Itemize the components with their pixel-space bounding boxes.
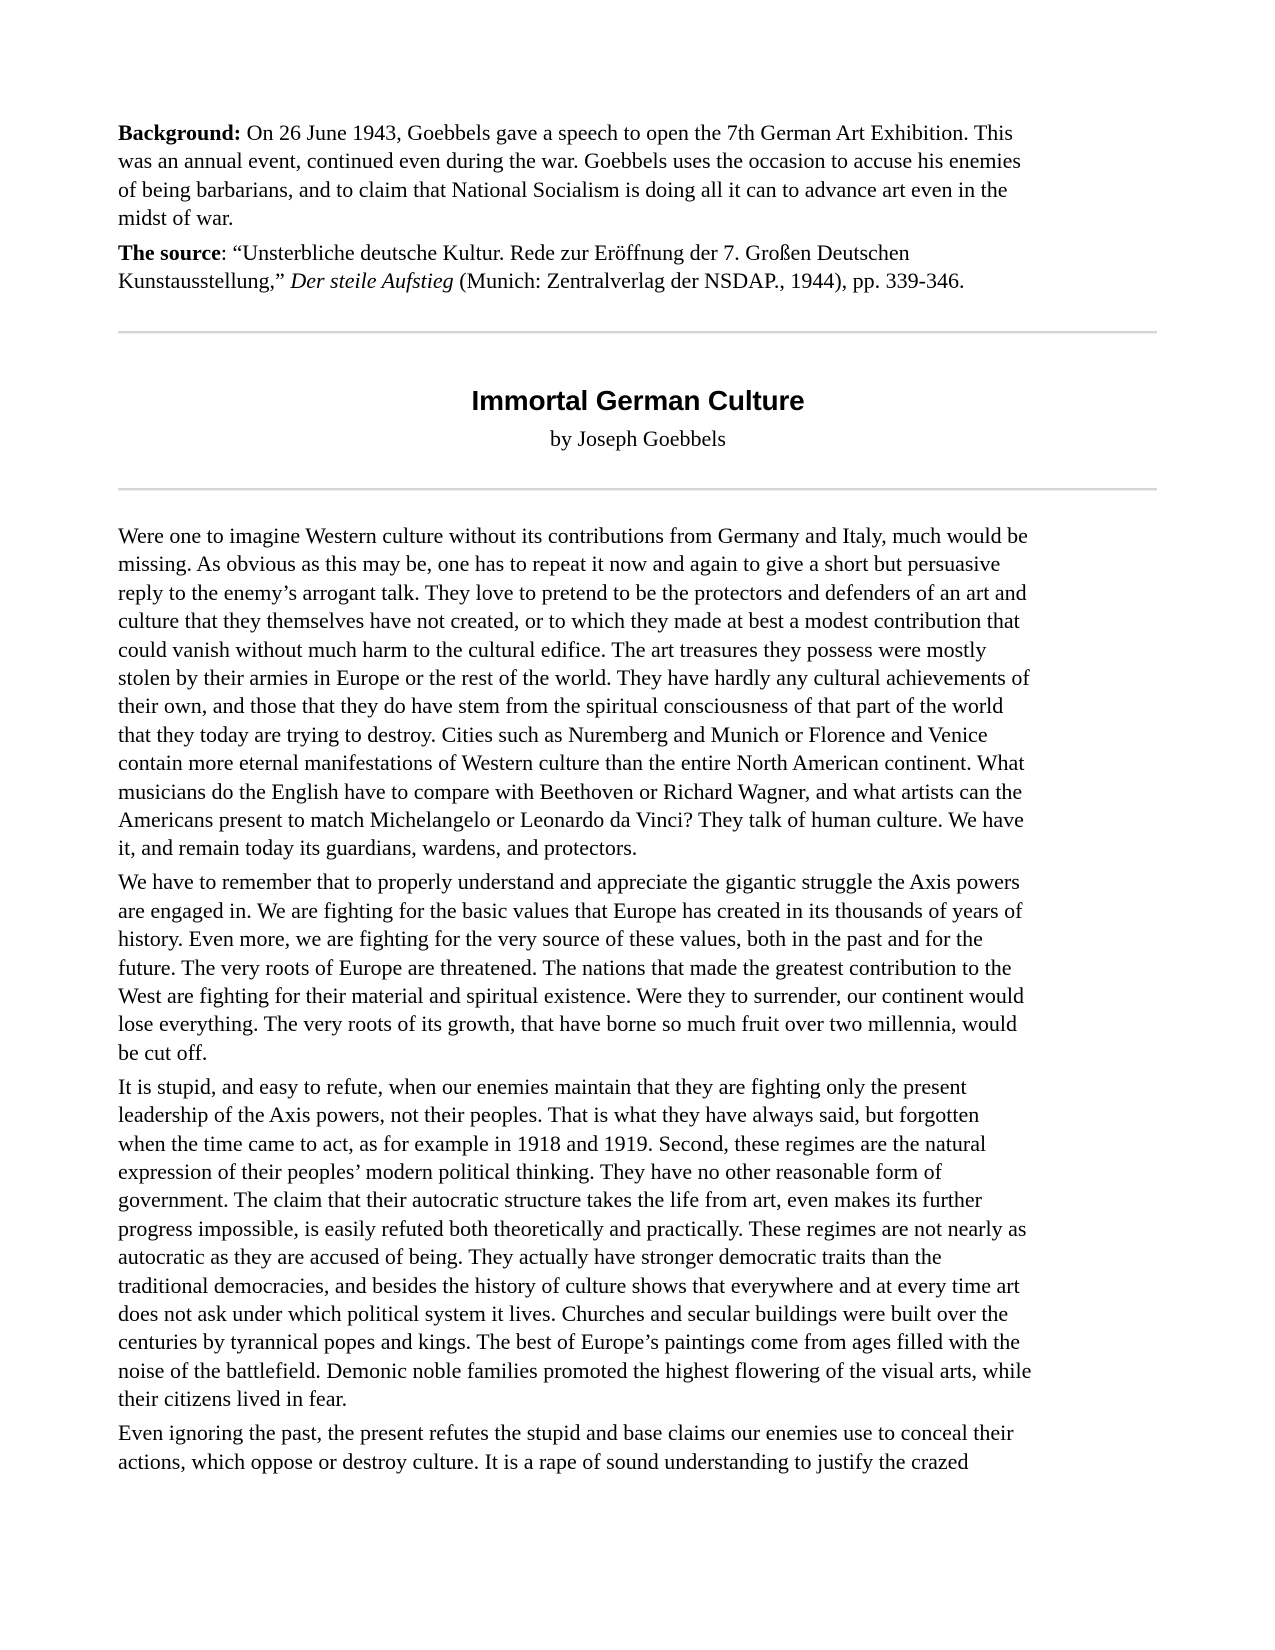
source-paragraph <box>118 239 1158 296</box>
text-line: was an annual event, continued even during the war. Goebbels uses the occasion to accuse his enemies <box>118 148 1021 174</box>
text-line: contain more eternal manifestations of Western culture than the entire North American continent. What <box>118 750 1025 776</box>
text-line: It is stupid, and easy to refute, when our enemies maintain that they are fighting only the present <box>118 1073 967 1099</box>
text-line: midst of war. <box>118 204 234 230</box>
text-line: their own, and those that they do have stem from the spiritual consciousness of that part of the world <box>118 693 1004 719</box>
text-line: Were one to imagine Western culture without its contributions from Germany and Italy, much would be <box>118 523 1028 548</box>
source-book-title: Der steile Aufstieg <box>290 268 454 294</box>
text-line: when the time came to act, as for example in 1918 and 1919. Second, these regimes are the natural <box>118 1130 987 1156</box>
article-byline: by Joseph Goebbels <box>550 426 726 451</box>
text-line: that they today are trying to destroy. Cities such as Nuremberg and Munich or Florence and Venice <box>118 721 988 747</box>
text-line: their citizens lived in fear. <box>118 1386 348 1412</box>
text-line: We have to remember that to properly understand and appreciate the gigantic struggle the Axis powers <box>118 869 1020 895</box>
source-text: : “Unsterbliche deutsche Kultur. Rede zur Eröffnung der 7. Großen Deutschen <box>220 240 910 266</box>
text-line: history. Even more, we are fighting for the very source of these values, both in the past and for the <box>118 926 983 952</box>
background-paragraph <box>118 119 1158 232</box>
text-line: it, and remain today its guardians, wardens, and protectors. <box>118 835 638 861</box>
text-line: centuries by tyrannical popes and kings. The best of Europe’s paintings come from ages filled with the <box>118 1329 1020 1355</box>
article-body <box>118 522 1158 1481</box>
article-paragraph <box>118 1073 1158 1414</box>
article-title: Immortal German Culture <box>471 385 805 416</box>
text-line: are engaged in. We are fighting for the basic values that Europe has created in its thousands of years of <box>118 897 1023 923</box>
source-label: The source <box>118 240 221 266</box>
background-label: Background: <box>118 120 242 145</box>
article-paragraph <box>118 1419 1158 1476</box>
text-line: musicians do the English have to compare with Beethoven or Richard Wagner, and what artists can the <box>118 778 1023 804</box>
text-line <box>118 267 1158 295</box>
article-header <box>118 383 1158 453</box>
divider-top <box>118 331 1157 334</box>
text-line: progress impossible, is easily refuted both theoretically and practically. These regimes are not nearly as <box>118 1215 1027 1241</box>
background-text: On 26 June 1943, Goebbels gave a speech to open the 7th German Art Exhibition. This <box>241 120 1013 145</box>
text-line: lose everything. The very roots of its growth, that have borne so much fruit over two millennia, would <box>118 1011 1017 1037</box>
text-line <box>118 239 1158 267</box>
text-line: Americans present to match Michelangelo or Leonardo da Vinci? They talk of human culture. We have <box>118 807 1024 833</box>
text-line: reply to the enemy’s arrogant talk. They love to pretend to be the protectors and defenders of an art and <box>118 579 1027 605</box>
text-line: noise of the battlefield. Demonic noble families promoted the highest flowering of the visual arts, while <box>118 1357 1032 1383</box>
intro-section <box>118 119 1158 303</box>
text-line: could vanish without much harm to the cultural edifice. The art treasures they possess were mostly <box>118 636 987 662</box>
source-text: (Munich: Zentralverlag der NSDAP., 1944), pp. 339-346. <box>453 268 965 294</box>
text-line: West are fighting for their material and spiritual existence. Were they to surrender, our continent would <box>118 983 1025 1008</box>
text-line: be cut off. <box>118 1039 208 1065</box>
text-line: future. The very roots of Europe are threatened. The nations that made the greatest contribution to the <box>118 954 1012 980</box>
text-line: culture that they themselves have not created, or to which they made at best a modest contribution that <box>118 608 1020 634</box>
text-line: autocratic as they are accused of being. They actually have stronger democratic traits than the <box>118 1244 942 1270</box>
text-line <box>118 119 1158 147</box>
text-line: government. The claim that their autocratic structure takes the life from art, even makes its further <box>118 1187 982 1213</box>
article-paragraph <box>118 522 1158 863</box>
text-line: missing. As obvious as this may be, one has to repeat it now and again to give a short but persuasive <box>118 551 1001 577</box>
text-line: of being barbarians, and to claim that National Socialism is doing all it can to advance art even in the <box>118 176 1008 202</box>
article-paragraph <box>118 868 1158 1067</box>
text-line: does not ask under which political system it lives. Churches and secular buildings were built over the <box>118 1300 1009 1326</box>
text-line: actions, which oppose or destroy culture. It is a rape of sound understanding to justify the crazed <box>118 1448 969 1474</box>
text-line: traditional democracies, and besides the history of culture shows that everywhere and at every time art <box>118 1272 1020 1298</box>
divider-bottom <box>118 488 1157 491</box>
text-line: expression of their peoples’ modern political thinking. They have no other reasonable form of <box>118 1158 942 1184</box>
source-text: Kunstausstellung,” <box>118 268 291 294</box>
text-line: Even ignoring the past, the present refutes the stupid and base claims our enemies use to conceal their <box>118 1420 1014 1446</box>
text-line: leadership of the Axis powers, not their peoples. That is what they have always said, but forgotten <box>118 1102 980 1128</box>
text-line: stolen by their armies in Europe or the rest of the world. They have hardly any cultural achievements of <box>118 665 1030 691</box>
